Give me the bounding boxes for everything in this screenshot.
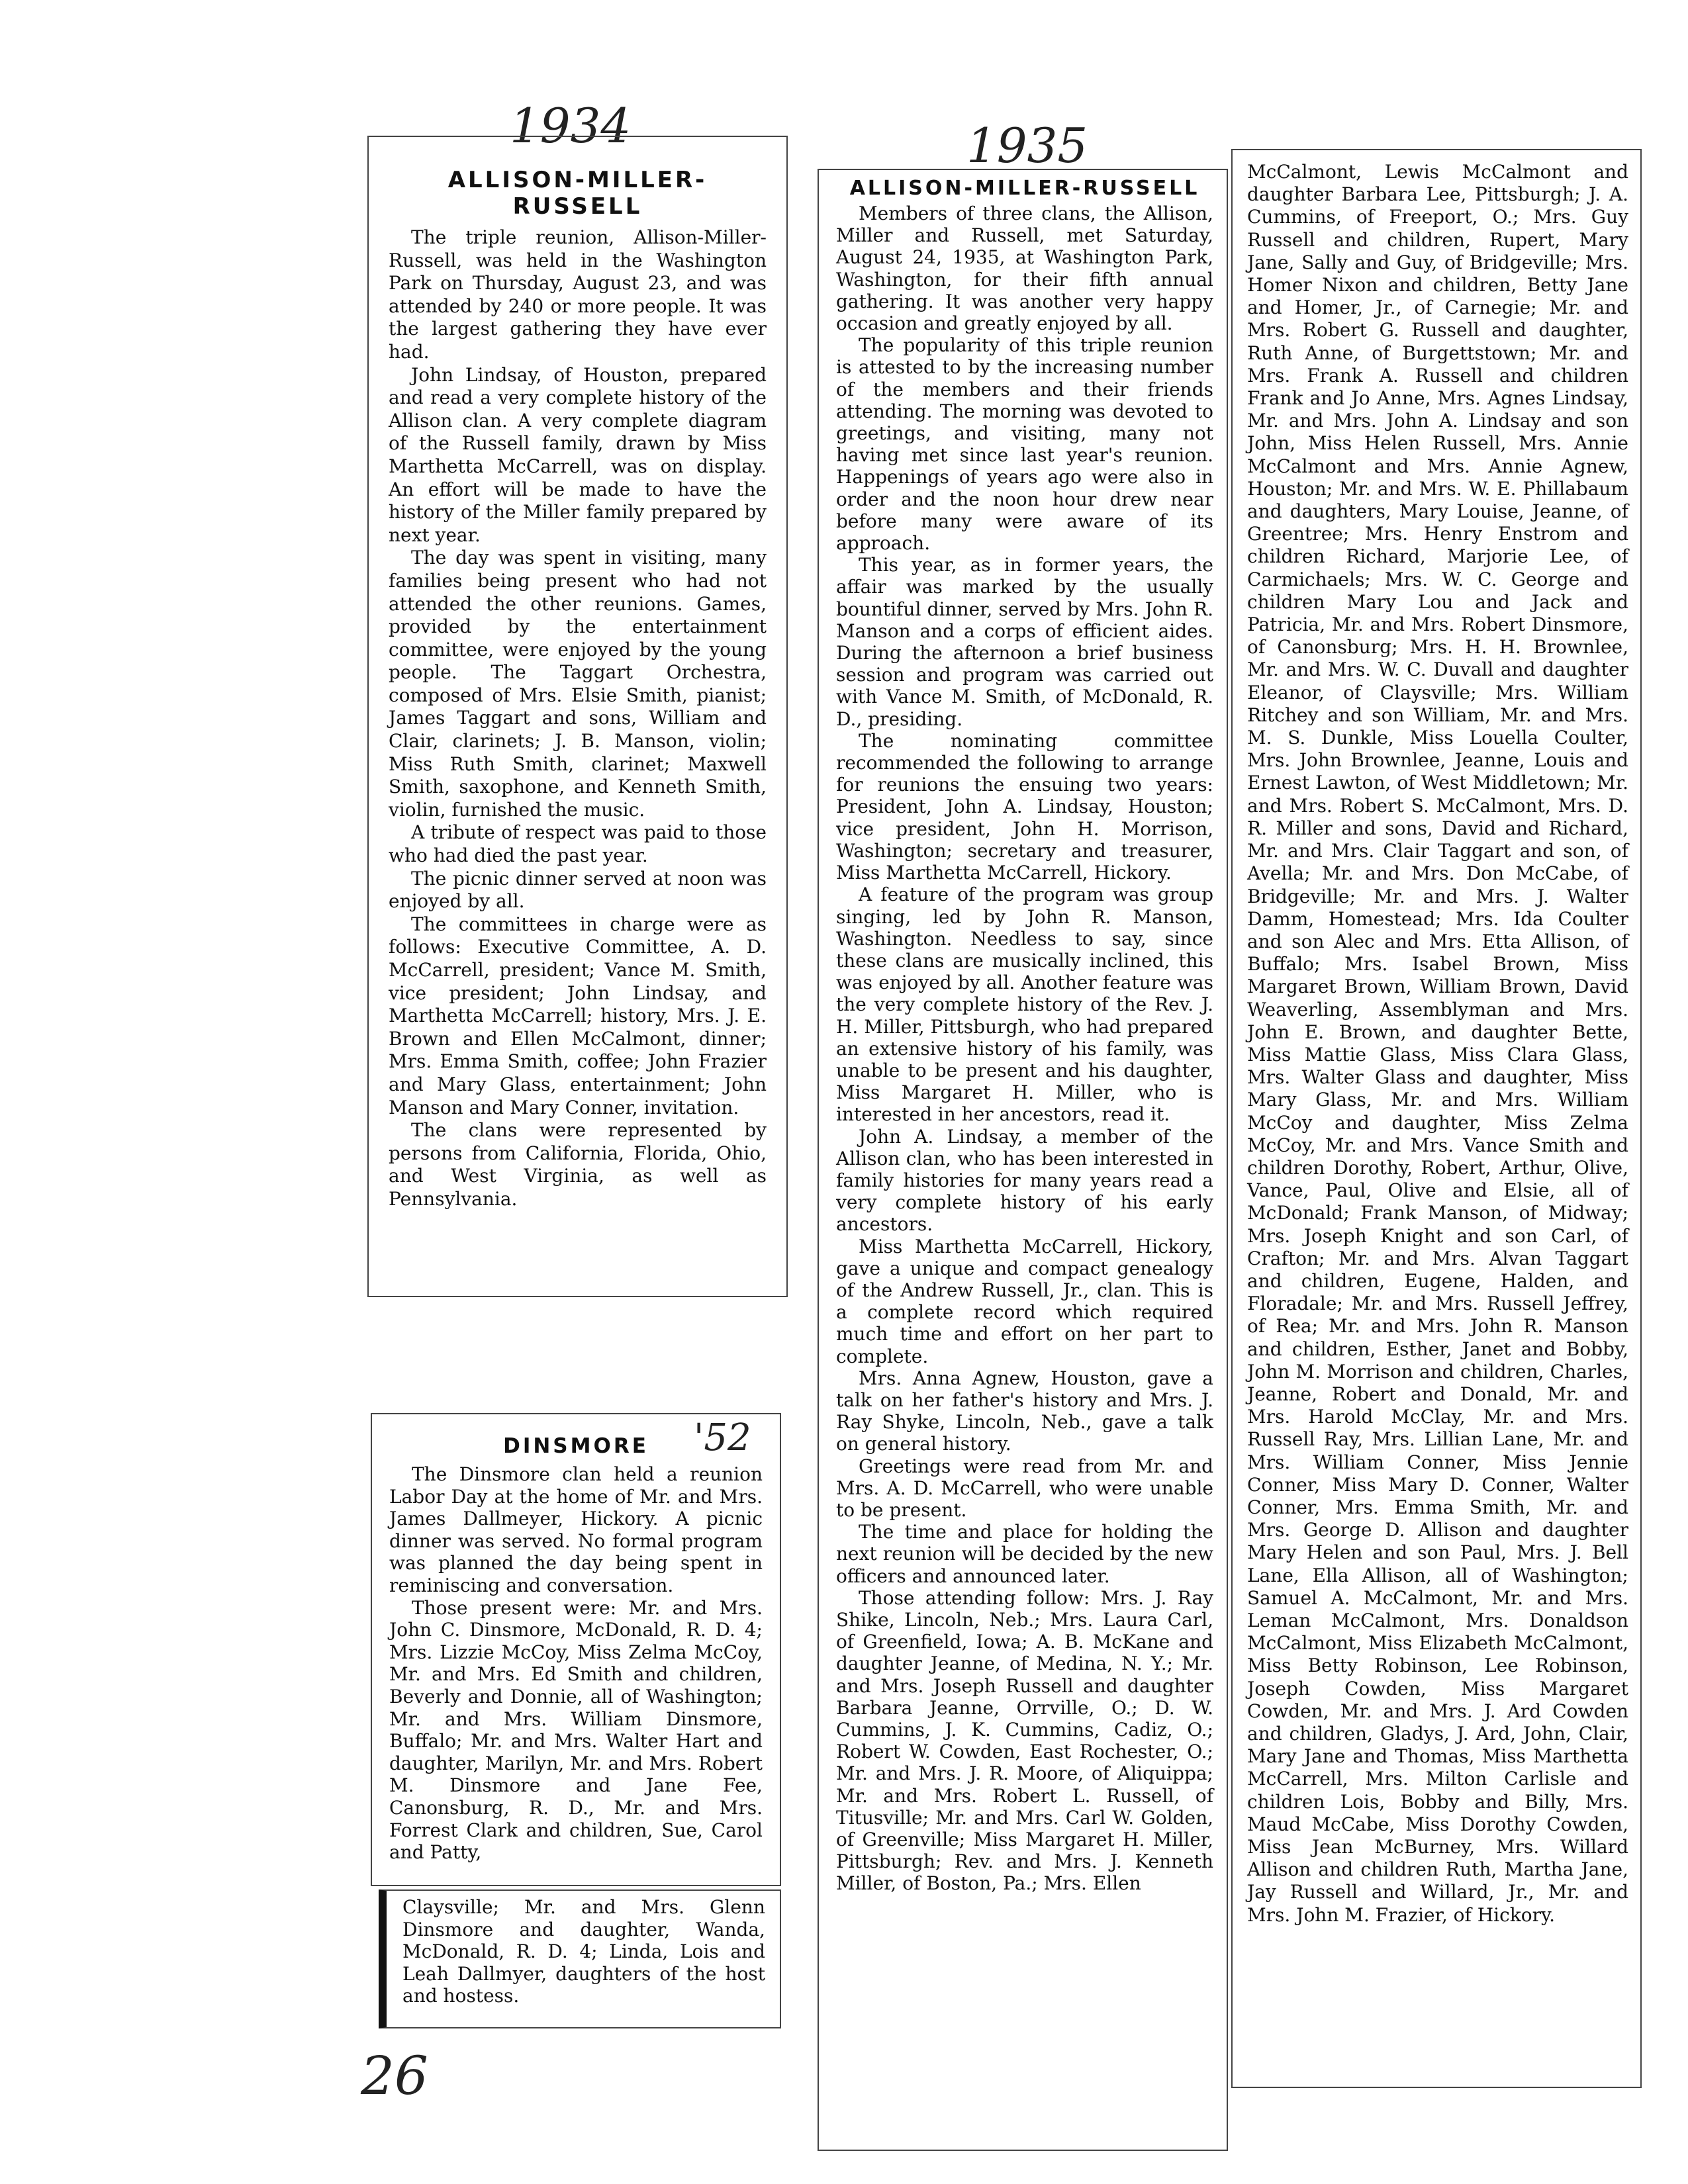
clipping-dinsmore-body (389, 1463, 763, 1864)
handwritten-year-52: '52 (694, 1416, 751, 1459)
paragraph: The picnic dinner served at noon was enjoyed by all. (389, 867, 767, 913)
clipping-1935-body (836, 203, 1213, 1895)
paragraph: Greetings were read from Mr. and Mrs. A. D. McCarrell, who were unable to be present. (836, 1455, 1213, 1521)
paragraph: A tribute of respect was paid to those who had died the past year. (389, 821, 767, 867)
paragraph: Miss Marthetta McCarrell, Hickory, gave a unique and compact genealogy of the Andrew Russell, Jr., clan. This is a complete record which required much time and effort on her part to complete. (836, 1235, 1213, 1367)
paragraph: The clans were represented by persons from California, Florida, Ohio, and West Virginia, as well as Pennsylvania. (389, 1119, 767, 1210)
paragraph: McCalmont, Lewis McCalmont and daughter Barbara Lee, Pittsburgh; J. A. Cummins, of Freeport, O.; Mrs. Guy Russell and children, Rupert, Mary Jane, Sally and Guy, of Bridgeville; Mrs. Homer Nixon and children, Betty Jane and Homer, Jr., of Carnegie; Mr. and Mrs. Robert G. Russell and daughter, Ruth Anne, of Burgettstown; Mr. and Mrs. Frank A. Russell and children Frank and Jo Anne, Mrs. Agnes Lindsay, Mr. and Mrs. John A. Lindsay and son John, Miss Helen Russell, Mrs. Annie McCalmont and Mrs. Annie Agnew, Houston; Mr. and Mrs. W. E. Phillabaum and daughters, Mary Louise, Jeanne, of Greentree; Mrs. Henry Enstrom and children Richard, Marjorie Lee, of Carmichaels; Mrs. W. C. George and children Mary Lou and Jack and Patricia, Mr. and Mrs. Robert Dinsmore, of Canonsburg; Mrs. H. H. Brownlee, Mr. and Mrs. W. C. Duvall and daughter Eleanor, of Claysville; Mrs. William Ritchey and son William, Mr. and Mrs. M. S. Dunkle, Miss Louella Coulter, Mrs. John Brownlee, Jeanne, Louis and Ernest Lawton, of West Middletown; Mr. and Mrs. Robert S. McCalmont, Mrs. D. R. Miller and sons, David and Richard, Mr. and Mrs. Clair Taggart and son, of Avella; Mr. and Mrs. Don McCabe, of Bridgeville; Mr. and Mrs. J. Walter Damm, Homestead; Mrs. Ida Coulter and son Alec and Mrs. Etta Allison, of Buffalo; Mrs. Isabel Brown, Miss Margaret Brown, William Brown, David Weaverling, Assemblyman and Mrs. John E. Brown, and daughter Bette, Miss Mattie Glass, Miss Clara Glass, Mrs. Walter Glass and daughter, Miss Mary Glass, Mr. and Mrs. William McCoy and daughter, Miss Zelma McCoy, Mr. and Mrs. Vance Smith and children Dorothy, Robert, Arthur, Olive, Vance, Paul, Olive and Elsie, all of McDonald; Frank Manson, of Midway; Mrs. Joseph Knight and son Carl, of Crafton; Mr. and Mrs. Alvan Taggart and children, Eugene, Halden, and Floradale; Mr. and Mrs. Russell Jeffrey, of Rea; Mr. and Mrs. John R. Manson and children, Esther, Janet and Bobby, John M. Morrison and children, Charles, Jeanne, Robert and Donald, Mr. and Mrs. Harold McClay, Mr. and Mrs. Russell Ray, Mrs. Lillian Lane, Mr. and Mrs. William Conner, Miss Jennie Conner, Miss Mary D. Conner, Walter Conner, Mrs. Emma Smith, Mr. and Mrs. George D. Allison and daughter Mary Helen and son Paul, Mrs. J. Bell Lane, Ella Allison, all of Washington; Samuel A. McCalmont, Mr. and Mrs. Leman McCalmont, Mrs. Donaldson McCalmont, Miss Elizabeth McCalmont, Miss Betty Robinson, Lee Robinson, Joseph Cowden, Miss Margaret Cowden, Mr. and Mrs. J. Ard Cowden and children, Gladys, J. Ard, John, Clair, Mary Jane and Thomas, Miss Marthetta McCarrell, Mrs. Milton Carlisle and children Lois, Bobby and Billy, Mrs. Maud McCabe, Miss Dorothy Cowden, Miss Jean McBurney, Mrs. Willard Allison and children Ruth, Martha Jane, Jay Russell and Willard, Jr., Mr. and Mrs. John M. Frazier, of Hickory. (1247, 161, 1628, 1926)
paragraph: The committees in charge were as follows: Executive Committee, A. D. McCarrell, president; Vance M. Smith, vice president; John Lindsay, and Marthetta McCarrell; history, Mrs. J. E. Brown and Ellen McCalmont, dinner; Mrs. Emma Smith, coffee; John Frazier and Mary Glass, entertainment; John Manson and Mary Conner, invitation. (389, 913, 767, 1118)
paragraph: Mrs. Anna Agnew, Houston, gave a talk on her father's history and Mrs. J. Ray Shyke, Lincoln, Neb., gave a talk on general history. (836, 1367, 1213, 1455)
paragraph: The nominating committee recommended the following to arrange for reunions the ensuing two years: President, John A. Lindsay, Houston; vice president, John H. Morrison, Washington; secretary and treasurer, Miss Marthetta McCarrell, Hickory. (836, 729, 1213, 884)
clipping-dinsmore-continued (379, 1889, 781, 2028)
handwritten-year-1934: 1934 (510, 98, 632, 154)
paragraph: This year, as in former years, the affair was marked by the usually bountiful dinner, served by Mrs. John R. Manson and a corps of efficient aides. During the afternoon a brief business session and program was carried out with Vance M. Smith, of McDonald, R. D., presiding. (836, 554, 1213, 730)
clipping-dinsmore-headline: DINSMORE (503, 1434, 649, 1458)
paragraph: The triple reunion, Allison-Miller-Russell, was held in the Washington Park on Thursday, August 23, and was attended by 240 or more people. It was the largest gathering they have ever had. (389, 226, 767, 363)
paragraph: Members of three clans, the Allison, Miller and Russell, met Saturday, August 24, 1935, at Washington Park, Washington, for their fifth annual gathering. It was another very happy occasion and greatly enjoyed by all. (836, 203, 1213, 335)
paragraph: The popularity of this triple reunion is attested to by the increasing number of the members and their friends attending. The morning was devoted to greetings, and visiting, many not having met since last year's reunion. Happenings of years ago were also in order and the noon hour drew near before many were aware of its approach. (836, 334, 1213, 555)
paragraph: A feature of the program was group singing, led by John R. Manson, Washington. Needless to say, since these clans are musically inclined, this was enjoyed by all. Another feature was the very complete history of the Rev. J. H. Miller, Pittsburgh, who had prepared an extensive history of his family, was unable to be present and his daughter, Miss Margaret H. Miller, who is interested in her ancestors, read it. (836, 884, 1213, 1126)
paragraph: The Dinsmore clan held a reunion Labor Day at the home of Mr. and Mrs. James Dallmeyer, Hickory. A picnic dinner was served. No formal program was planned the day being spent in reminiscing and conversation. (389, 1463, 763, 1596)
paragraph: Those present were: Mr. and Mrs. John C. Dinsmore, McDonald, R. D. 4; Mrs. Lizzie McCoy, Miss Zelma McCoy, Mr. and Mrs. Ed Smith and children, Beverly and Donnie, all of Washington; Mr. and Mrs. William Dinsmore, Buffalo; Mr. and Mrs. Walter Hart and daughter, Marilyn, Mr. and Mrs. Robert M. Dinsmore and Jane Fee, Canonsburg, R. D., Mr. and Mrs. Forrest Clark and children, Sue, Carol and Patty, (389, 1596, 763, 1864)
handwritten-year-1935: 1935 (966, 118, 1088, 173)
clipping-dinsmore-continuation (402, 1896, 765, 2007)
paragraph: Claysville; Mr. and Mrs. Glenn Dinsmore and daughter, Wanda, McDonald, R. D. 4; Linda, Lois and Leah Dallmyer, daughters of the host and hostess. (402, 1896, 765, 2007)
paragraph: John A. Lindsay, a member of the Allison clan, who has been interested in family histories for many years read a very complete history of his early ancestors. (836, 1125, 1213, 1236)
handwritten-page-number: 26 (361, 2045, 428, 2107)
paragraph: The day was spent in visiting, many families being present who had not attended the other reunions. Games, provided by the entertainment committee, were enjoyed by the young people. The Taggart Orchestra, composed of Mrs. Elsie Smith, pianist; James Taggart and sons, William and Clair, clarinets; J. B. Manson, violin; Miss Ruth Smith, clarinet; Maxwell Smith, saxophone, and Kenneth Smith, violin, furnished the music. (389, 547, 767, 821)
clipping-1935-headline: ALLISON-MILLER-RUSSELL (849, 177, 1200, 200)
clipping-1935-column-1 (818, 169, 1228, 2151)
paragraph: John Lindsay, of Houston, prepared and read a very complete history of the Allison clan. A very complete diagram of the Russell family, drawn by Miss Marthetta McCarrell, was on display. An effort will be made to have the history of the Miller family prepared by next year. (389, 363, 767, 546)
clipping-1934 (367, 136, 788, 1297)
paragraph: The time and place for holding the next reunion will be decided by the new officers and announced later. (836, 1521, 1213, 1587)
clipping-1934-body (389, 226, 767, 1211)
clipping-1935-continuation (1247, 161, 1628, 1927)
clipping-1935-column-2 (1231, 149, 1642, 2088)
clipping-dinsmore (371, 1413, 781, 1886)
clipping-1934-headline: ALLISON-MILLER-RUSSELL (447, 167, 708, 220)
paragraph: Those attending follow: Mrs. J. Ray Shike, Lincoln, Neb.; Mrs. Laura Carl, of Greenfield, Iowa; A. B. McKane and daughter Jeanne, of Medina, N. Y.; Mr. and Mrs. Joseph Russell and daughter Barbara Jeanne, Orrville, O.; D. W. Cummins, J. K. Cummins, Cadiz, O.; Robert W. Cowden, East Rochester, O.; Mr. and Mrs. J. R. Moore, of Aliquippa; Mr. and Mrs. Robert L. Russell, of Titusville; Mr. and Mrs. Carl W. Golden, of Greenville; Miss Margaret H. Miller, Pittsburgh; Rev. and Mrs. J. Kenneth Miller, of Boston, Pa.; Mrs. Ellen (836, 1586, 1213, 1895)
